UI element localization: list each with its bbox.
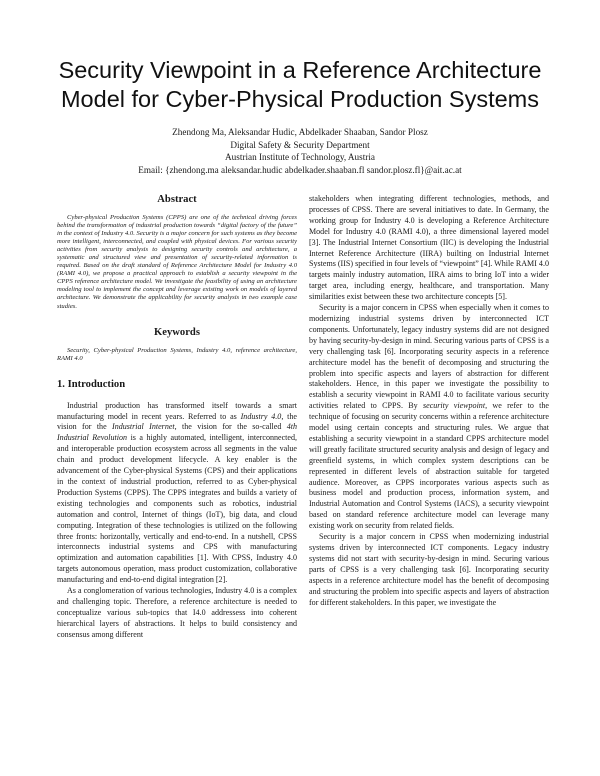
- left-column: [57, 194, 297, 641]
- intro-p1-b: , the vision for the: [57, 411, 297, 432]
- abstract-heading: Abstract: [157, 194, 197, 205]
- intro-p1-em-2: Industrial Internet: [112, 422, 175, 432]
- author-email: Email: {zhendong.ma aleksandar.hudic abdelkader.shaaban.fl sandor.plosz.fl}@ait.ac.at: [138, 164, 462, 175]
- right-p2-em: security viewpoint: [422, 401, 486, 411]
- abstract-text: Cyber-physical Production Systems (CPPS) are one of the technical driving forces behind the transformation of industrial production towards “digital factory of the future” in the context of Industry 4.0. Security is a major concern for such systems as they become more intelligent, interconnected, and coupled with physical devices. For various security activities from security analysis to designing security controls and architecture, a systematic and structured view and presentation of security-related information is required. Based on the draft standard of Reference Architecture Model for Industry 4.0 (RAMI 4.0), we propose a practical approach to establish a security viewpoint in the CPPS reference architecture model. We investigate the feasibility of using an architecture modeling tool to implement the concept and leverage existing work on models of layered architecture. We demonstrate the applicability for security analysis in two example case studies.: [57, 214, 297, 310]
- title-line-2: Model for Cyber-Physical Production Systems: [60, 86, 539, 112]
- intro-p1-a: Industrial production has transformed itself towards a smart manufacturing model in recent years. Referred to as: [57, 400, 297, 421]
- author-department: Digital Safety & Security Department: [230, 139, 370, 150]
- right-p2-b: , we refer to the technique of focusing on security concerns within a reference architecture model using certain concepts and structuring rules. We argue that establishing a security viewpoint in a standard CPPS architecture model will greatly facilitate structured security analysis and design of legacy and greenfield systems, in which complex system descriptions can be represented in different levels of abstraction suitable for targeted audience. Moreover, as CPPS incorporates various aspects such as business model and production process, information system, and Industrial Automation and Control Systems (IACS), a security viewpoint based on standard reference architecture model can leverage many existing work on security from related fields.: [309, 401, 549, 531]
- keywords-text: Security, Cyber-physical Production Systems, Industry 4.0, reference architecture, RAMI 4.0: [57, 346, 297, 362]
- author-institute: Austrian Institute of Technology, Austria: [225, 152, 375, 163]
- keywords-heading: Keywords: [154, 326, 200, 338]
- right-paragraph-1: stakeholders when integrating different technologies, methods, and processes of CPSS. There are several initiatives to date. In Germany, the working group for Industry 4.0 is developing a Reference Architecture Model for Industry 4.0 (RAMI 4.0), a three dimensional layered model [3]. The Industrial Internet Consortium (IIC) is developing the Industrial Internet Reference Architecture (IIRA) builting on Industrial Internet Systems (IIS) specified in four levels of “viewpoint” [4]. While RAMI 4.0 targets mainly industry automation, IIRA aims to bring IoT into a wider target area, including energy, healthcare, and transportation. Many similarities exist between these two architecture concepts [5].: [309, 194, 549, 302]
- author-names: Zhendong Ma, Aleksandar Hudic, Abdelkader Shaaban, Sandor Plosz: [172, 127, 428, 137]
- right-p2-a: Security is a major concern in CPSS when especially when it comes to modernizing industrial systems driven by interconnected ICT components. Unfortunately, legacy industry systems did are not designed by having security-by-design in mind. Securing various parts of CPSS is a very challenging task [6]. Incorporating security aspects in a reference architecture model has the benefit of decomposing and structuring the problem into specific aspects and layers of abstraction for different stakeholders. Hence, in this paper we investigate the possibility to establish a security viewpoint in RAMI 4.0 to facilitate various security activities related to CPPS. By: [309, 303, 549, 411]
- author-block: [40, 126, 560, 176]
- intro-paragraph-1: [57, 401, 297, 586]
- paper-title: [40, 56, 560, 114]
- title-line-1: Security Viewpoint in a Reference Architecture: [58, 57, 542, 83]
- right-paragraph-3: Security is a major concern in CPSS when modernizing industrial systems driven by interconnected ICT components. Legacy industry systems did not start with security-by-design in mind. Securing various parts of CPSS is a very challenging task [6]. Incorporating security aspects in a reference architecture model has the benefit of decomposing and structuring the problem into specific aspects and layers of abstraction for different stakeholders. In this paper, we investigate the: [309, 532, 549, 607]
- intro-p1-em-3: 4th Industrial Revolution: [57, 422, 298, 443]
- intro-p1-em-1: Industry 4.0: [240, 411, 282, 421]
- intro-p1-c: , the vision for the so-called: [174, 422, 287, 432]
- intro-heading: 1. Introduction: [57, 378, 126, 390]
- intro-paragraph-2: As a conglomeration of various technologies, Industry 4.0 is a complex and challenging topic. Therefore, a reference architecture is needed to conceptualize various sub-topics that I4.0 addressess into coherent hierarchical layers of abstractions. It helps to build consistency and consensus among different: [57, 586, 297, 639]
- right-column: [309, 194, 549, 608]
- intro-p1-d: is a highly automated, intelligent, interconnected, and interoperable production ecosystem across all segments in the value chain and product development lifecycle. A key enabler is the advancement of the Cyber-physical Systems (CPS) and their applications in the context of industrial production, referred to as Cyber-physical Production Systems (CPPS). The CPPS integrates and builds a variety of existing technologies and components such as robotics, industrial automation and control, Internet of things (IoT), big data, and cloud computing. Integration of these technologies is utilized on the following three fronts: horizontally, vertically and end-to-end. In a nutshell, CPSS interconnects industrial systems and CPS with manufacturing optimization and automation capabilities [1]. With CPSS, Industry 4.0 targets autonomous operation, mass product customization, collaborative manufacturing and end-to-end digital integration [2].: [57, 433, 297, 585]
- right-paragraph-2: [309, 303, 549, 532]
